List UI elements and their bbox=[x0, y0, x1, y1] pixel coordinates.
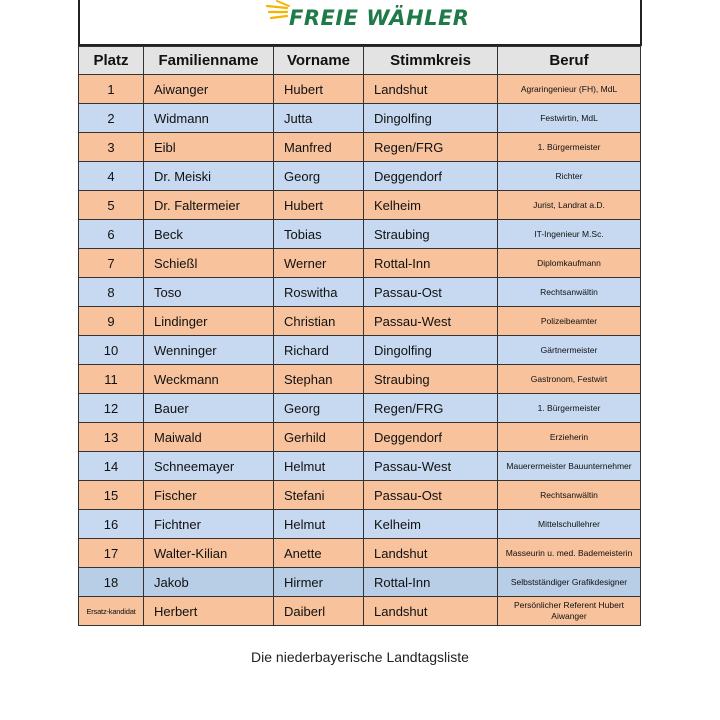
cell-vorname: Georg bbox=[274, 394, 364, 423]
table-row bbox=[79, 423, 641, 452]
cell-vorname: Helmut bbox=[274, 510, 364, 539]
cell-beruf: Erzieherin bbox=[498, 423, 641, 452]
cell-vorname: Daiberl bbox=[274, 597, 364, 626]
cell-vorname: Hirmer bbox=[274, 568, 364, 597]
cell-stimmkreis: Landshut bbox=[364, 75, 498, 104]
cell-familienname: Schneemayer bbox=[144, 452, 274, 481]
cell-platz: 17 bbox=[79, 539, 144, 568]
cell-platz: 8 bbox=[79, 278, 144, 307]
cell-vorname: Christian bbox=[274, 307, 364, 336]
cell-vorname: Roswitha bbox=[274, 278, 364, 307]
table-row bbox=[79, 278, 641, 307]
cell-familienname: Aiwanger bbox=[144, 75, 274, 104]
table-row bbox=[79, 336, 641, 365]
logo-text: FREIE WÄHLER bbox=[289, 6, 470, 30]
table-row bbox=[79, 481, 641, 510]
cell-platz: 6 bbox=[79, 220, 144, 249]
cell-familienname: Bauer bbox=[144, 394, 274, 423]
cell-beruf: Selbstständiger Grafikdesigner bbox=[498, 568, 641, 597]
table-row bbox=[79, 452, 641, 481]
cell-beruf: Rechtsanwältin bbox=[498, 278, 641, 307]
cell-platz: 12 bbox=[79, 394, 144, 423]
table-row bbox=[79, 307, 641, 336]
cell-stimmkreis: Straubing bbox=[364, 220, 498, 249]
cell-familienname: Walter-Kilian bbox=[144, 539, 274, 568]
cell-familienname: Lindinger bbox=[144, 307, 274, 336]
table-row bbox=[79, 510, 641, 539]
freie-waehler-logo bbox=[265, 0, 470, 34]
table-row bbox=[79, 75, 641, 104]
table-row bbox=[79, 220, 641, 249]
cell-vorname: Manfred bbox=[274, 133, 364, 162]
cell-familienname: Fischer bbox=[144, 481, 274, 510]
cell-vorname: Anette bbox=[274, 539, 364, 568]
cell-platz: 10 bbox=[79, 336, 144, 365]
cell-stimmkreis: Regen/FRG bbox=[364, 133, 498, 162]
table-row bbox=[79, 597, 641, 626]
cell-familienname: Toso bbox=[144, 278, 274, 307]
cell-platz: 2 bbox=[79, 104, 144, 133]
cell-familienname: Herbert bbox=[144, 597, 274, 626]
cell-vorname: Richard bbox=[274, 336, 364, 365]
cell-vorname: Werner bbox=[274, 249, 364, 278]
cell-stimmkreis: Straubing bbox=[364, 365, 498, 394]
cell-beruf: Polizeibeamter bbox=[498, 307, 641, 336]
cell-beruf: Diplomkaufmann bbox=[498, 249, 641, 278]
cell-platz: Ersatz-kandidat bbox=[79, 597, 144, 626]
cell-platz: 18 bbox=[79, 568, 144, 597]
cell-stimmkreis: Passau-Ost bbox=[364, 481, 498, 510]
cell-familienname: Beck bbox=[144, 220, 274, 249]
header-vorname: Vorname bbox=[274, 47, 364, 75]
cell-familienname: Fichtner bbox=[144, 510, 274, 539]
cell-vorname: Helmut bbox=[274, 452, 364, 481]
cell-beruf: Rechtsanwältin bbox=[498, 481, 641, 510]
cell-stimmkreis: Kelheim bbox=[364, 191, 498, 220]
header-stimmkreis: Stimmkreis bbox=[364, 47, 498, 75]
cell-vorname: Hubert bbox=[274, 191, 364, 220]
cell-beruf: IT-Ingenieur M.Sc. bbox=[498, 220, 641, 249]
cell-vorname: Tobias bbox=[274, 220, 364, 249]
cell-beruf: Agraringenieur (FH), MdL bbox=[498, 75, 641, 104]
cell-stimmkreis: Rottal-Inn bbox=[364, 568, 498, 597]
cell-stimmkreis: Landshut bbox=[364, 539, 498, 568]
cell-platz: 14 bbox=[79, 452, 144, 481]
cell-stimmkreis: Deggendorf bbox=[364, 162, 498, 191]
cell-beruf: Jurist, Landrat a.D. bbox=[498, 191, 641, 220]
cell-stimmkreis: Passau-Ost bbox=[364, 278, 498, 307]
cell-beruf: 1. Bürgermeister bbox=[498, 133, 641, 162]
cell-beruf: 1. Bürgermeister bbox=[498, 394, 641, 423]
cell-platz: 13 bbox=[79, 423, 144, 452]
cell-beruf: Festwirtin, MdL bbox=[498, 104, 641, 133]
cell-familienname: Dr. Faltermeier bbox=[144, 191, 274, 220]
cell-familienname: Dr. Meiski bbox=[144, 162, 274, 191]
cell-vorname: Georg bbox=[274, 162, 364, 191]
cell-familienname: Maiwald bbox=[144, 423, 274, 452]
cell-familienname: Schießl bbox=[144, 249, 274, 278]
table-header-row bbox=[79, 47, 641, 75]
cell-stimmkreis: Dingolfing bbox=[364, 336, 498, 365]
cell-familienname: Wenninger bbox=[144, 336, 274, 365]
cell-platz: 7 bbox=[79, 249, 144, 278]
cell-beruf: Mittelschullehrer bbox=[498, 510, 641, 539]
candidate-table bbox=[78, 46, 641, 626]
cell-platz: 16 bbox=[79, 510, 144, 539]
cell-vorname: Gerhild bbox=[274, 423, 364, 452]
cell-stimmkreis: Dingolfing bbox=[364, 104, 498, 133]
table-row bbox=[79, 104, 641, 133]
cell-beruf: Mauerermeister Bauunternehmer bbox=[498, 452, 641, 481]
table-row bbox=[79, 191, 641, 220]
cell-stimmkreis: Passau-West bbox=[364, 452, 498, 481]
cell-platz: 4 bbox=[79, 162, 144, 191]
cell-stimmkreis: Kelheim bbox=[364, 510, 498, 539]
cell-beruf: Masseurin u. med. Bademeisterin bbox=[498, 539, 641, 568]
cell-stimmkreis: Rottal-Inn bbox=[364, 249, 498, 278]
cell-vorname: Stephan bbox=[274, 365, 364, 394]
cell-beruf: Gärtnermeister bbox=[498, 336, 641, 365]
cell-platz: 15 bbox=[79, 481, 144, 510]
cell-beruf: Persönlicher Referent Hubert Aiwanger bbox=[498, 597, 641, 626]
cell-beruf: Gastronom, Festwirt bbox=[498, 365, 641, 394]
cell-beruf: Richter bbox=[498, 162, 641, 191]
cell-vorname: Stefani bbox=[274, 481, 364, 510]
cell-stimmkreis: Deggendorf bbox=[364, 423, 498, 452]
cell-platz: 9 bbox=[79, 307, 144, 336]
cell-platz: 3 bbox=[79, 133, 144, 162]
header-beruf: Beruf bbox=[498, 47, 641, 75]
cell-familienname: Widmann bbox=[144, 104, 274, 133]
table-row bbox=[79, 365, 641, 394]
table-row bbox=[79, 394, 641, 423]
table-row bbox=[79, 568, 641, 597]
table-row bbox=[79, 539, 641, 568]
cell-familienname: Jakob bbox=[144, 568, 274, 597]
table-row bbox=[79, 133, 641, 162]
cell-platz: 5 bbox=[79, 191, 144, 220]
table-row bbox=[79, 162, 641, 191]
logo-box bbox=[78, 0, 642, 46]
cell-familienname: Eibl bbox=[144, 133, 274, 162]
cell-stimmkreis: Landshut bbox=[364, 597, 498, 626]
cell-vorname: Jutta bbox=[274, 104, 364, 133]
header-familienname: Familienname bbox=[144, 47, 274, 75]
cell-stimmkreis: Regen/FRG bbox=[364, 394, 498, 423]
cell-platz: 11 bbox=[79, 365, 144, 394]
cell-platz: 1 bbox=[79, 75, 144, 104]
cell-stimmkreis: Passau-West bbox=[364, 307, 498, 336]
cell-vorname: Hubert bbox=[274, 75, 364, 104]
cell-familienname: Weckmann bbox=[144, 365, 274, 394]
caption: Die niederbayerische Landtagsliste bbox=[251, 649, 469, 665]
table-row bbox=[79, 249, 641, 278]
header-platz: Platz bbox=[79, 47, 144, 75]
